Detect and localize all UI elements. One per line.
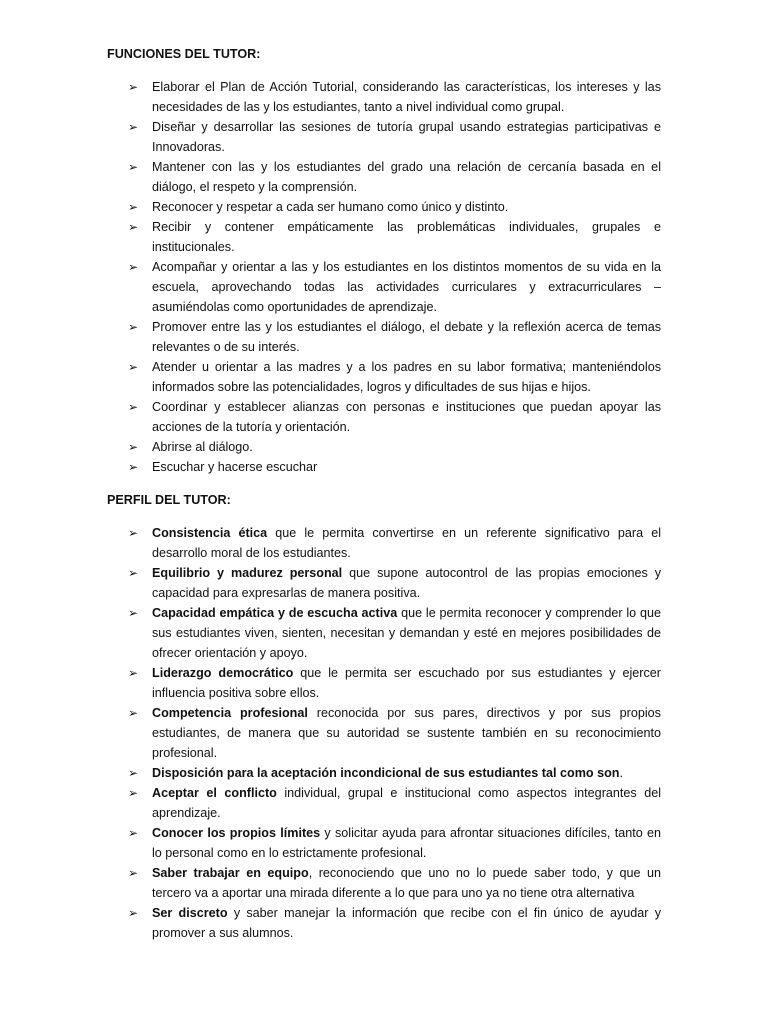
item-text: Reconocer y respetar a cada ser humano como único y distinto. [152, 200, 509, 214]
list-item [128, 523, 661, 563]
arrowhead-bullet-icon: ➢ [128, 566, 139, 580]
arrowhead-bullet-icon: ➢ [128, 320, 139, 334]
list-item [128, 437, 661, 457]
perfil-list [128, 523, 661, 943]
list-item [128, 157, 661, 197]
item-text: Coordinar y establecer alianzas con personas e instituciones que puedan apoyar las acciones de la tutoría y orientación. [152, 400, 661, 434]
item-text: que le permita convertirse en un referente significativo para el desarrollo moral de los estudiantes. [152, 526, 661, 560]
list-item [128, 663, 661, 703]
list-item [128, 397, 661, 437]
list-item [128, 563, 661, 603]
perfil-heading: PERFIL DEL TUTOR: [107, 493, 231, 507]
arrowhead-bullet-icon: ➢ [128, 220, 139, 234]
arrowhead-bullet-icon: ➢ [128, 460, 139, 474]
item-text: Recibir y contener empáticamente las problemáticas individuales, grupales e institucionales. [152, 220, 661, 254]
item-text: Atender u orientar a las madres y a los padres en su labor formativa; manteniéndolos informados sobre las potencialidades, logros y dificultades de sus hijas e hijos. [152, 360, 661, 394]
item-text: Acompañar y orientar a las y los estudiantes en los distintos momentos de su vida en la escuela, aprovechando todas las actividades curriculares y extracurriculares – asumiéndolas como oportunidades de aprendizaje. [152, 260, 661, 314]
arrowhead-bullet-icon: ➢ [128, 360, 139, 374]
item-bold-lead: Disposición para la aceptación incondicional de sus estudiantes tal como son [152, 766, 620, 780]
list-item [128, 457, 661, 477]
list-item [128, 903, 661, 943]
item-bold-lead: Aceptar el conflicto [152, 786, 277, 800]
item-bold-lead: Liderazgo democrático [152, 666, 294, 680]
list-item [128, 863, 661, 903]
item-text: que supone autocontrol de las propias emociones y capacidad para expresarlas de manera positiva. [152, 566, 661, 600]
list-item [128, 703, 661, 763]
item-bold-lead: Equilibrio y madurez personal [152, 566, 343, 580]
item-text: Abrirse al diálogo. [152, 440, 253, 454]
item-text: que le permita reconocer y comprender lo que sus estudiantes viven, sienten, necesitan y demandan y esté en mejores posibilidades de ofrecer orientación y apoyo. [152, 606, 661, 660]
arrowhead-bullet-icon: ➢ [128, 866, 139, 880]
arrowhead-bullet-icon: ➢ [128, 80, 139, 94]
arrowhead-bullet-icon: ➢ [128, 786, 139, 800]
item-text: Escuchar y hacerse escuchar [152, 460, 318, 474]
item-bold-lead: Competencia profesional [152, 706, 308, 720]
item-text: Diseñar y desarrollar las sesiones de tutoría grupal usando estrategias participativas e Innovadoras. [152, 120, 661, 154]
funciones-list [128, 77, 661, 477]
arrowhead-bullet-icon: ➢ [128, 260, 139, 274]
list-item [128, 317, 661, 357]
arrowhead-bullet-icon: ➢ [128, 160, 139, 174]
arrowhead-bullet-icon: ➢ [128, 400, 139, 414]
list-item [128, 603, 661, 663]
list-item [128, 763, 661, 783]
list-item [128, 783, 661, 823]
list-item [128, 257, 661, 317]
item-bold-lead: Saber trabajar en equipo [152, 866, 309, 880]
item-text: , reconociendo que uno no lo puede saber todo, y que un tercero va a aportar una mirada diferente a lo que para uno ya no tiene otra alternativa [152, 866, 662, 900]
item-text: individual, grupal e institucional como aspectos integrantes del aprendizaje. [152, 786, 661, 820]
item-bold-lead: Capacidad empática y de escucha activa [152, 606, 398, 620]
item-text: reconocida por sus pares, directivos y por sus propios estudiantes, de manera que su autoridad se sustente también en su reconocimiento profesional. [152, 706, 661, 760]
list-item [128, 217, 661, 257]
item-text: Mantener con las y los estudiantes del grado una relación de cercanía basada en el diálogo, el respeto y la comprensión. [152, 160, 661, 194]
list-item [128, 197, 661, 217]
item-text: y saber manejar la información que recibe con el fin único de ayudar y promover a sus alumnos. [152, 906, 662, 940]
funciones-heading: FUNCIONES DEL TUTOR: [107, 47, 261, 61]
arrowhead-bullet-icon: ➢ [128, 200, 139, 214]
item-bold-lead: Conocer los propios límites [152, 826, 321, 840]
arrowhead-bullet-icon: ➢ [128, 440, 139, 454]
arrowhead-bullet-icon: ➢ [128, 766, 139, 780]
list-item [128, 77, 661, 117]
item-text: Elaborar el Plan de Acción Tutorial, considerando las características, los intereses y las necesidades de las y los estudiantes, tanto a nivel individual como grupal. [152, 80, 661, 114]
item-bold-lead: Consistencia ética [152, 526, 268, 540]
list-item [128, 117, 661, 157]
item-text: Promover entre las y los estudiantes el diálogo, el debate y la reflexión acerca de temas relevantes o de su interés. [152, 320, 661, 354]
item-text: que le permita ser escuchado por sus estudiantes y ejercer influencia positiva sobre ellos. [152, 666, 661, 700]
arrowhead-bullet-icon: ➢ [128, 906, 139, 920]
list-item [128, 823, 661, 863]
item-text: . [619, 766, 623, 780]
arrowhead-bullet-icon: ➢ [128, 606, 139, 620]
item-text: y solicitar ayuda para afrontar situaciones difíciles, tanto en lo personal como en lo estrictamente profesional. [152, 826, 661, 860]
arrowhead-bullet-icon: ➢ [128, 120, 139, 134]
arrowhead-bullet-icon: ➢ [128, 526, 139, 540]
list-item [128, 357, 661, 397]
arrowhead-bullet-icon: ➢ [128, 666, 139, 680]
arrowhead-bullet-icon: ➢ [128, 826, 139, 840]
arrowhead-bullet-icon: ➢ [128, 706, 139, 720]
item-bold-lead: Ser discreto [152, 906, 228, 920]
